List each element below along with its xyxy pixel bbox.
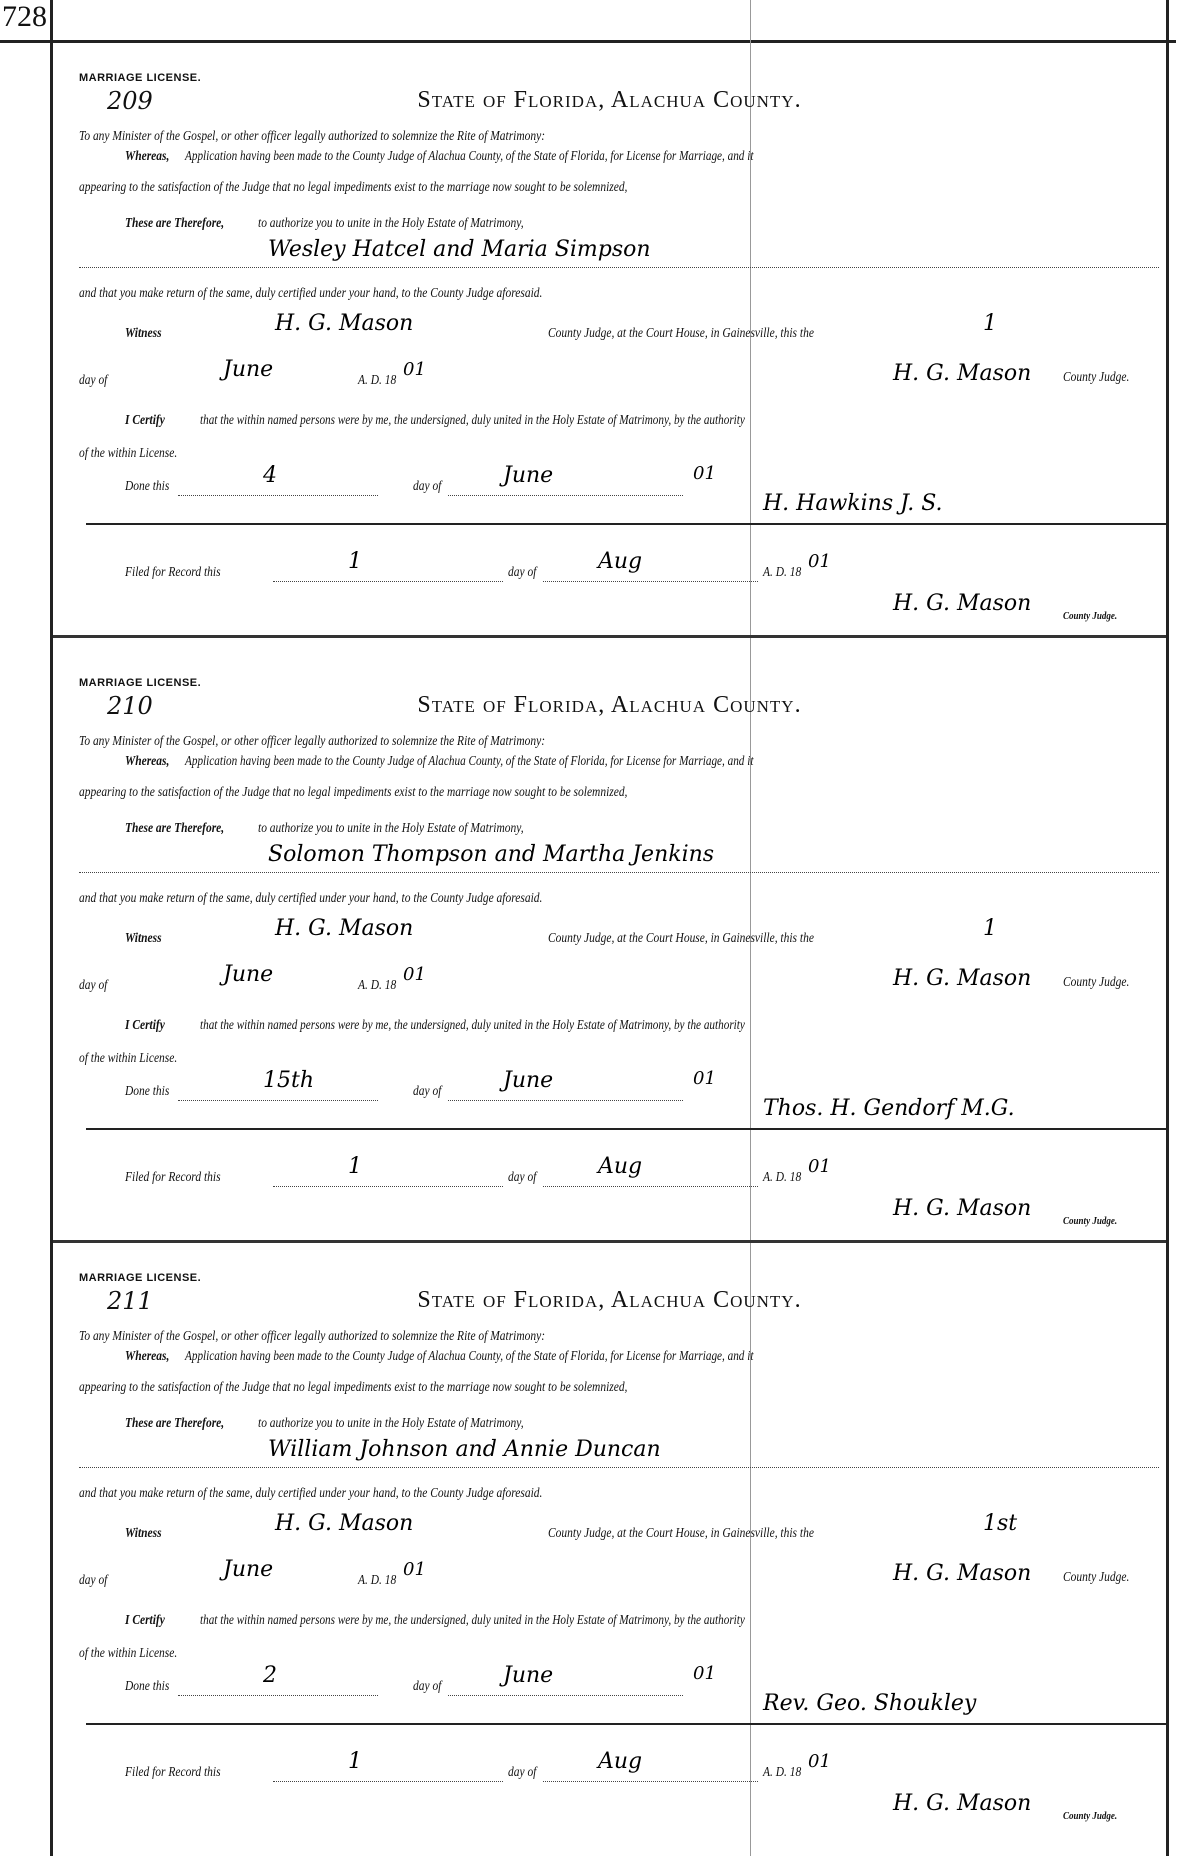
couple-names: Wesley Hatcel and Maria Simpson [268,237,651,262]
clerk-signature: H. G. Mason [893,1196,1032,1221]
section-divider [86,1128,1166,1130]
appearing-text: appearing to the satisfaction of the Judge that no legal impediments exist to the marriage now sought to be solemnized, [79,785,628,800]
clerk-signature: H. G. Mason [893,1791,1032,1816]
license-label: MARRIAGE LICENSE. [79,1272,202,1284]
done-this-label: Done this [125,1084,170,1099]
appearing-text: appearing to the satisfaction of the Judge that no legal impediments exist to the marriage now sought to be solemnized, [79,1380,628,1395]
license-title: State of Florida, Alachua County. [417,1287,802,1313]
done-day-of-label: day of [413,479,442,494]
page-number: 728 [2,0,47,33]
done-day-of-label: day of [413,1679,442,1694]
license-title: State of Florida, Alachua County. [417,87,802,113]
names-line [79,1467,1159,1468]
filed-day: 1 [348,1154,362,1179]
done-day-line [178,495,378,496]
these-label: These are Therefore, [125,821,225,836]
license-number: 210 [107,692,153,720]
filed-month-line [543,1781,758,1782]
county-judge-label: County Judge. [1063,370,1130,385]
county-judge-label: County Judge. [1063,975,1130,990]
done-this-label: Done this [125,1679,170,1694]
done-day-line [178,1100,378,1101]
witness-label: Witness [125,931,162,946]
done-month-line [448,1100,683,1101]
right-border [1166,0,1169,1856]
filed-day-line [273,1781,503,1782]
county-judge-small: County Judge. [1063,1810,1118,1822]
day-of-label: day of [79,1573,108,1588]
within-text: of the within License. [79,446,178,461]
done-day: 4 [263,463,277,488]
filed-ad-label: A. D. 18 [763,565,802,580]
witness-signature: H. G. Mason [275,311,414,336]
day-of-label: day of [79,978,108,993]
certify-text: that the within named persons were by me, the undersigned, duly united in the Holy Estate of Matrimony, by the authority [200,413,745,428]
these-text: to authorize you to unite in the Holy Estate of Matrimony, [258,216,524,231]
filed-day-of-label: day of [508,565,537,580]
names-line [79,267,1159,268]
court-house-text: County Judge, at the Court House, in Gainesville, this the [548,931,814,946]
done-month: June [503,1663,554,1688]
witness-label: Witness [125,326,162,341]
section-divider [86,1723,1166,1725]
filed-month: Aug [598,1749,643,1774]
filed-month-line [543,581,758,582]
filed-ad-label: A. D. 18 [763,1170,802,1185]
filed-label: Filed for Record this [125,1765,221,1780]
address-line: To any Minister of the Gospel, or other officer legally authorized to solemnize the Rite of Matrimony: [79,1329,546,1344]
marriage-license [53,43,1166,637]
done-month: June [503,1068,554,1093]
month: June [223,357,274,382]
year: 01 [403,1559,426,1580]
done-this-label: Done this [125,479,170,494]
clerk-signature: H. G. Mason [893,591,1032,616]
filed-day-line [273,581,503,582]
appearing-text: appearing to the satisfaction of the Judge that no legal impediments exist to the marriage now sought to be solemnized, [79,180,628,195]
court-house-text: County Judge, at the Court House, in Gainesville, this the [548,326,814,341]
done-month-line [448,495,683,496]
ad-label: A. D. 18 [358,1573,397,1588]
filed-month-line [543,1186,758,1187]
filed-year: 01 [808,551,831,572]
filed-label: Filed for Record this [125,1170,221,1185]
filed-month: Aug [598,549,643,574]
return-text: and that you make return of the same, duly certified under your hand, to the County Judge aforesaid. [79,1486,543,1501]
filed-label: Filed for Record this [125,565,221,580]
done-day-of-label: day of [413,1084,442,1099]
certify-text: that the within named persons were by me, the undersigned, duly united in the Holy Estate of Matrimony, by the authority [200,1018,745,1033]
officiant-signature: H. Hawkins J. S. [763,491,943,516]
marriage-license [53,648,1166,1242]
section-divider [86,523,1166,525]
month: June [223,962,274,987]
couple-names: William Johnson and Annie Duncan [268,1437,661,1462]
officiant-signature: Thos. H. Gendorf M.G. [763,1096,1015,1121]
whereas-text: Application having been made to the County Judge of Alachua County, of the State of Florida, for License for Marriage, and it [185,1349,754,1364]
witness-label: Witness [125,1526,162,1541]
license-label: MARRIAGE LICENSE. [79,677,202,689]
filed-day-line [273,1186,503,1187]
address-line: To any Minister of the Gospel, or other officer legally authorized to solemnize the Rite of Matrimony: [79,129,546,144]
whereas-label: Whereas, [125,1349,170,1364]
filed-year: 01 [808,1156,831,1177]
filed-day: 1 [348,549,362,574]
witness-signature: H. G. Mason [275,916,414,941]
certify-text: that the within named persons were by me, the undersigned, duly united in the Holy Estate of Matrimony, by the authority [200,1613,745,1628]
these-text: to authorize you to unite in the Holy Estate of Matrimony, [258,821,524,836]
these-label: These are Therefore, [125,216,225,231]
return-text: and that you make return of the same, duly certified under your hand, to the County Judge aforesaid. [79,286,543,301]
names-line [79,872,1159,873]
license-title: State of Florida, Alachua County. [417,692,802,718]
officiant-signature: Rev. Geo. Shoukley [763,1691,977,1716]
judge-signature: H. G. Mason [893,361,1032,386]
license-number: 211 [107,1287,153,1315]
done-month: June [503,463,554,488]
witness-signature: H. G. Mason [275,1511,414,1536]
ad-label: A. D. 18 [358,978,397,993]
marriage-license [53,1243,1166,1837]
license-label: MARRIAGE LICENSE. [79,72,202,84]
filed-ad-label: A. D. 18 [763,1765,802,1780]
whereas-label: Whereas, [125,149,170,164]
done-day-line [178,1695,378,1696]
witness-day: 1 [983,916,997,941]
court-house-text: County Judge, at the Court House, in Gainesville, this the [548,1526,814,1541]
address-line: To any Minister of the Gospel, or other officer legally authorized to solemnize the Rite of Matrimony: [79,734,546,749]
done-day: 2 [263,1663,277,1688]
day-of-label: day of [79,373,108,388]
certify-label: I Certify [125,1613,165,1628]
witness-day: 1 [983,311,997,336]
county-judge-label: County Judge. [1063,1570,1130,1585]
county-judge-small: County Judge. [1063,1215,1118,1227]
filed-month: Aug [598,1154,643,1179]
certify-label: I Certify [125,1018,165,1033]
month: June [223,1557,274,1582]
county-judge-small: County Judge. [1063,610,1118,622]
witness-day: 1st [983,1511,1018,1536]
certify-label: I Certify [125,413,165,428]
done-day: 15th [263,1068,315,1093]
judge-signature: H. G. Mason [893,1561,1032,1586]
done-year: 01 [693,463,716,484]
judge-signature: H. G. Mason [893,966,1032,991]
whereas-text: Application having been made to the County Judge of Alachua County, of the State of Florida, for License for Marriage, and it [185,754,754,769]
whereas-text: Application having been made to the County Judge of Alachua County, of the State of Florida, for License for Marriage, and it [185,149,754,164]
done-month-line [448,1695,683,1696]
filed-day: 1 [348,1749,362,1774]
ad-label: A. D. 18 [358,373,397,388]
done-year: 01 [693,1663,716,1684]
year: 01 [403,964,426,985]
within-text: of the within License. [79,1646,178,1661]
these-text: to authorize you to unite in the Holy Estate of Matrimony, [258,1416,524,1431]
whereas-label: Whereas, [125,754,170,769]
within-text: of the within License. [79,1051,178,1066]
year: 01 [403,359,426,380]
return-text: and that you make return of the same, duly certified under your hand, to the County Judge aforesaid. [79,891,543,906]
section-bottom-rule [53,635,1166,638]
license-number: 209 [107,87,153,115]
done-year: 01 [693,1068,716,1089]
couple-names: Solomon Thompson and Martha Jenkins [268,842,715,867]
filed-day-of-label: day of [508,1170,537,1185]
filed-day-of-label: day of [508,1765,537,1780]
these-label: These are Therefore, [125,1416,225,1431]
filed-year: 01 [808,1751,831,1772]
